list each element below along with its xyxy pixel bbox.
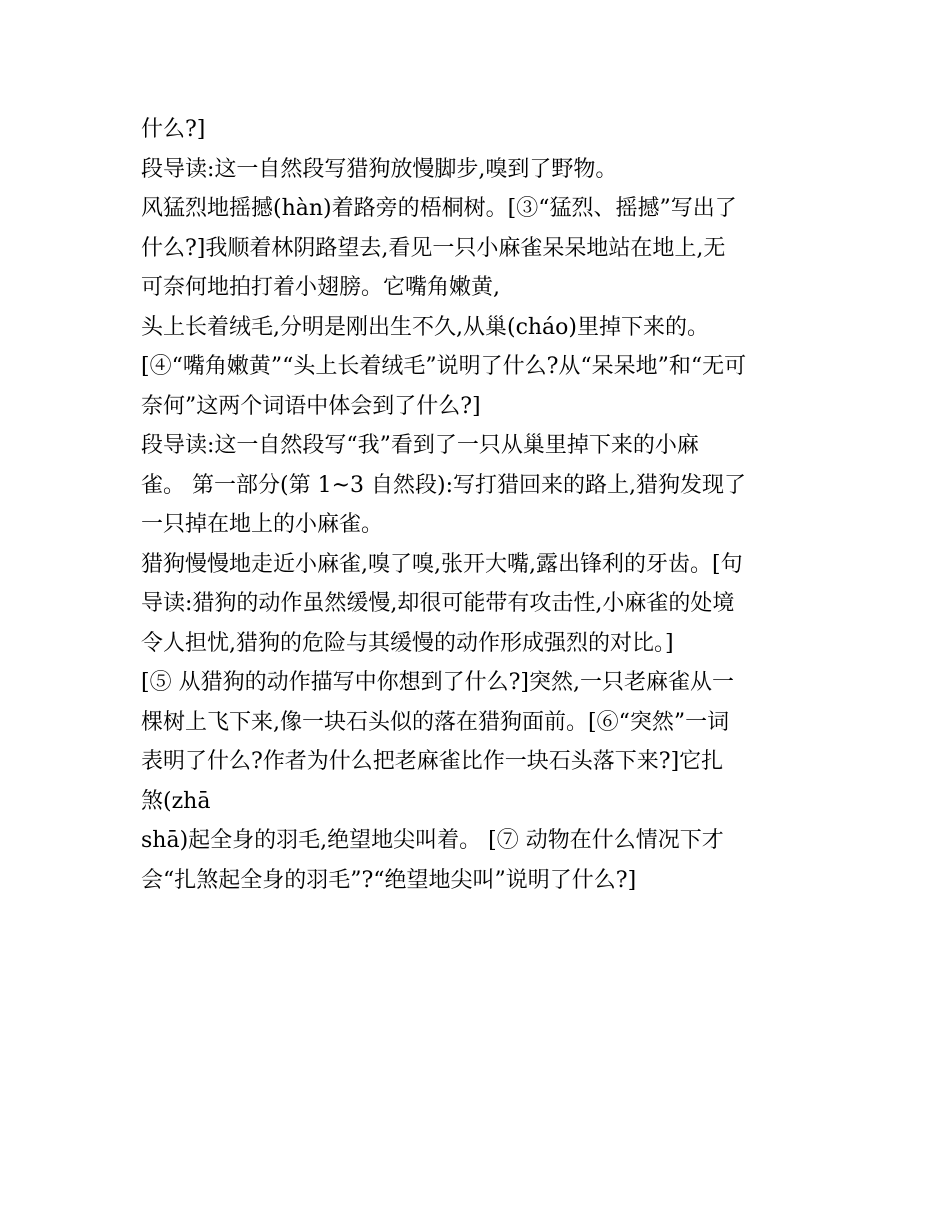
text-line: 可奈何地拍打着小翅膀。它嘴角嫩黄, [141,275,500,300]
text-line: 导读:猎狗的动作虽然缓慢,却很可能带有攻击性,小麻雀的处境 [141,591,735,616]
text-line: shā)起全身的羽毛,绝望地尖叫着。 [⑦ 动物在什么情况下才 [141,828,724,853]
text-line: 猎狗慢慢地走近小麻雀,嗅了嗅,张开大嘴,露出锋利的牙齿。[句 [141,551,743,577]
document-body [141,110,821,900]
text-line: 令人担忧,猎狗的危险与其缓慢的动作形成强烈的对比。] [141,630,674,656]
text-line: 段导读:这一自然段写猎狗放慢脚步,嗅到了野物。 [141,156,618,182]
text-line: 会“扎煞起全身的羽毛”?“绝望地尖叫”说明了什么?] [141,867,637,893]
text-line: 风猛烈地摇撼(hàn)着路旁的梧桐树。[③“猛烈、摇撼”写出了 [141,196,737,221]
text-line: 表明了什么?作者为什么把老麻雀比作一块石头落下来?]它扎 [141,749,724,774]
text-line: 煞(zhā [141,788,211,814]
text-line: 什么?]我顺着林阴路望去,看见一只小麻雀呆呆地站在地上,无 [141,235,726,261]
text-line: 什么?] [141,117,206,142]
text-line: [⑤ 从猎狗的动作描写中你想到了什么?]突然,一只老麻雀从一 [141,670,734,695]
text-line: 段导读:这一自然段写“我”看到了一只从巢里掉下来的小麻 [141,433,699,458]
text-line: 头上长着绒毛,分明是刚出生不久,从巢(cháo)里掉下来的。 [141,314,710,340]
text-line: [④“嘴角嫩黄”“头上长着绒毛”说明了什么?从“呆呆地”和“无可 [141,354,747,379]
text-line: 一只掉在地上的小麻雀。 [141,512,384,537]
text-line: 雀。 第一部分(第 1~3 自然段):写打猎回来的路上,猎狗发现了 [141,472,746,498]
text-line: 奈何”这两个词语中体会到了什么?] [141,393,481,419]
text-line: 棵树上飞下来,像一块石头似的落在猎狗面前。[⑥“突然”一词 [141,709,730,735]
